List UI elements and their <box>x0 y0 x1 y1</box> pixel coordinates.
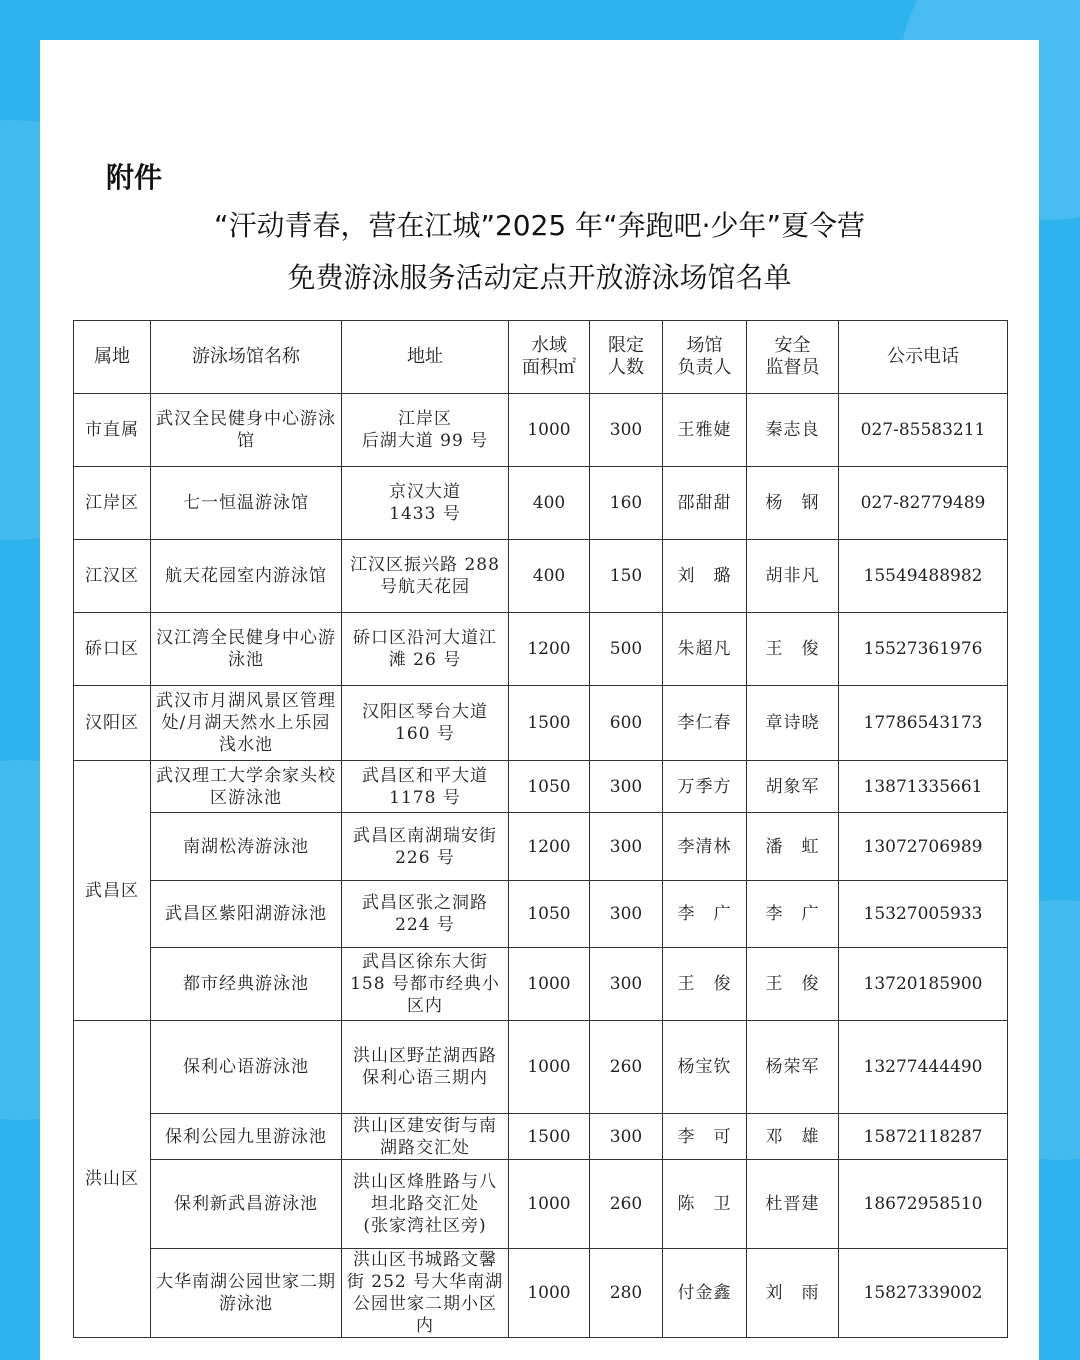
phone-cell: 15872118287 <box>839 1114 1008 1160</box>
district-cell: 江岸区 <box>74 467 151 540</box>
address-cell: 武昌区张之洞路 224 号 <box>342 881 509 948</box>
address-cell: 武昌区徐东大街 158 号都市经典小区内 <box>342 948 509 1021</box>
phone-cell: 027-82779489 <box>839 467 1008 540</box>
phone-cell: 15527361976 <box>839 613 1008 686</box>
district-cell: 武昌区 <box>74 761 151 1021</box>
supervisor-cell: 王 俊 <box>747 613 839 686</box>
phone-cell: 15549488982 <box>839 540 1008 613</box>
manager-cell: 邵甜甜 <box>663 467 747 540</box>
limit-cell: 300 <box>590 881 663 948</box>
column-header: 安全 监督员 <box>747 321 839 394</box>
area-cell: 1200 <box>509 613 590 686</box>
address-cell: 洪山区烽胜路与八坦北路交汇处 (张家湾社区旁) <box>342 1160 509 1249</box>
venue-name-cell: 都市经典游泳池 <box>151 948 342 1021</box>
supervisor-cell: 秦志良 <box>747 394 839 467</box>
table-row <box>74 948 1008 1021</box>
document-page <box>40 40 1039 1360</box>
address-cell: 江汉区振兴路 288 号航天花园 <box>342 540 509 613</box>
area-cell: 400 <box>509 467 590 540</box>
column-header: 游泳场馆名称 <box>151 321 342 394</box>
manager-cell: 杨宝钦 <box>663 1021 747 1114</box>
column-header: 水域 面积㎡ <box>509 321 590 394</box>
venue-name-cell: 南湖松涛游泳池 <box>151 813 342 881</box>
limit-cell: 300 <box>590 394 663 467</box>
supervisor-cell: 王 俊 <box>747 948 839 1021</box>
phone-cell: 15827339002 <box>839 1249 1008 1338</box>
address-cell: 洪山区书城路文馨街 252 号大华南湖公园世家二期小区内 <box>342 1249 509 1338</box>
area-cell: 1000 <box>509 948 590 1021</box>
manager-cell: 王 俊 <box>663 948 747 1021</box>
supervisor-cell: 李 广 <box>747 881 839 948</box>
phone-cell: 13277444490 <box>839 1021 1008 1114</box>
limit-cell: 150 <box>590 540 663 613</box>
limit-cell: 600 <box>590 686 663 761</box>
district-cell: 洪山区 <box>74 1021 151 1338</box>
manager-cell: 李 广 <box>663 881 747 948</box>
district-cell: 江汉区 <box>74 540 151 613</box>
address-cell: 汉阳区琴台大道 160 号 <box>342 686 509 761</box>
venue-name-cell: 七一恒温游泳馆 <box>151 467 342 540</box>
manager-cell: 王雅婕 <box>663 394 747 467</box>
table-header-row <box>74 321 1008 394</box>
limit-cell: 260 <box>590 1160 663 1249</box>
limit-cell: 280 <box>590 1249 663 1338</box>
area-cell: 400 <box>509 540 590 613</box>
address-cell: 洪山区建安街与南湖路交汇处 <box>342 1114 509 1160</box>
table-row <box>74 613 1008 686</box>
column-header: 属地 <box>74 321 151 394</box>
supervisor-cell: 刘 雨 <box>747 1249 839 1338</box>
venue-name-cell: 保利公园九里游泳池 <box>151 1114 342 1160</box>
venue-name-cell: 保利心语游泳池 <box>151 1021 342 1114</box>
venue-table <box>73 320 1008 1338</box>
attachment-label: 附件 <box>106 161 163 194</box>
supervisor-cell: 邓 雄 <box>747 1114 839 1160</box>
area-cell: 1050 <box>509 881 590 948</box>
table-row <box>74 394 1008 467</box>
venue-name-cell: 大华南湖公园世家二期游泳池 <box>151 1249 342 1338</box>
column-header: 地址 <box>342 321 509 394</box>
table-row <box>74 1114 1008 1160</box>
area-cell: 1050 <box>509 761 590 813</box>
manager-cell: 陈 卫 <box>663 1160 747 1249</box>
column-header: 限定 人数 <box>590 321 663 394</box>
supervisor-cell: 章诗晓 <box>747 686 839 761</box>
address-cell: 硚口区沿河大道江滩 26 号 <box>342 613 509 686</box>
area-cell: 1000 <box>509 1160 590 1249</box>
district-cell: 汉阳区 <box>74 686 151 761</box>
manager-cell: 付金鑫 <box>663 1249 747 1338</box>
manager-cell: 刘 璐 <box>663 540 747 613</box>
area-cell: 1500 <box>509 686 590 761</box>
limit-cell: 160 <box>590 467 663 540</box>
phone-cell: 13720185900 <box>839 948 1008 1021</box>
supervisor-cell: 胡非凡 <box>747 540 839 613</box>
manager-cell: 李 可 <box>663 1114 747 1160</box>
limit-cell: 260 <box>590 1021 663 1114</box>
manager-cell: 朱超凡 <box>663 613 747 686</box>
table-row <box>74 540 1008 613</box>
supervisor-cell: 潘 虹 <box>747 813 839 881</box>
address-cell: 武昌区和平大道 1178 号 <box>342 761 509 813</box>
area-cell: 1500 <box>509 1114 590 1160</box>
address-cell: 洪山区野芷湖西路保利心语三期内 <box>342 1021 509 1114</box>
manager-cell: 万季方 <box>663 761 747 813</box>
limit-cell: 300 <box>590 813 663 881</box>
title-line-1: “汗动青春，营在江城”2025 年“奔跑吧·少年”夏令营 <box>213 209 866 242</box>
area-cell: 1000 <box>509 394 590 467</box>
address-cell: 京汉大道 1433 号 <box>342 467 509 540</box>
area-cell: 1000 <box>509 1249 590 1338</box>
table-row <box>74 1160 1008 1249</box>
supervisor-cell: 杨荣军 <box>747 1021 839 1114</box>
supervisor-cell: 杜晋建 <box>747 1160 839 1249</box>
table-row <box>74 686 1008 761</box>
phone-cell: 15327005933 <box>839 881 1008 948</box>
area-cell: 1000 <box>509 1021 590 1114</box>
limit-cell: 300 <box>590 1114 663 1160</box>
limit-cell: 500 <box>590 613 663 686</box>
column-header: 公示电话 <box>839 321 1008 394</box>
table-row <box>74 1249 1008 1338</box>
phone-cell: 13871335661 <box>839 761 1008 813</box>
manager-cell: 李清林 <box>663 813 747 881</box>
district-cell: 硚口区 <box>74 613 151 686</box>
phone-cell: 13072706989 <box>839 813 1008 881</box>
venue-name-cell: 武汉市月湖风景区管理处/月湖天然水上乐园浅水池 <box>151 686 342 761</box>
venue-name-cell: 保利新武昌游泳池 <box>151 1160 342 1249</box>
address-cell: 武昌区南湖瑞安街 226 号 <box>342 813 509 881</box>
district-cell: 市直属 <box>74 394 151 467</box>
phone-cell: 17786543173 <box>839 686 1008 761</box>
venue-name-cell: 武昌区紫阳湖游泳池 <box>151 881 342 948</box>
limit-cell: 300 <box>590 761 663 813</box>
supervisor-cell: 胡象军 <box>747 761 839 813</box>
limit-cell: 300 <box>590 948 663 1021</box>
phone-cell: 027-85583211 <box>839 394 1008 467</box>
manager-cell: 李仁春 <box>663 686 747 761</box>
title-line-2: 免费游泳服务活动定点开放游泳场馆名单 <box>287 261 792 294</box>
table-row <box>74 467 1008 540</box>
column-header: 场馆 负责人 <box>663 321 747 394</box>
table-row <box>74 761 1008 813</box>
venue-name-cell: 汉江湾全民健身中心游泳池 <box>151 613 342 686</box>
venue-name-cell: 航天花园室内游泳馆 <box>151 540 342 613</box>
area-cell: 1200 <box>509 813 590 881</box>
venue-name-cell: 武汉理工大学余家头校区游泳池 <box>151 761 342 813</box>
table-row <box>74 813 1008 881</box>
address-cell: 江岸区 后湖大道 99 号 <box>342 394 509 467</box>
table-body <box>74 394 1008 1338</box>
phone-cell: 18672958510 <box>839 1160 1008 1249</box>
table-row <box>74 881 1008 948</box>
table-row <box>74 1021 1008 1114</box>
supervisor-cell: 杨 钢 <box>747 467 839 540</box>
venue-name-cell: 武汉全民健身中心游泳馆 <box>151 394 342 467</box>
